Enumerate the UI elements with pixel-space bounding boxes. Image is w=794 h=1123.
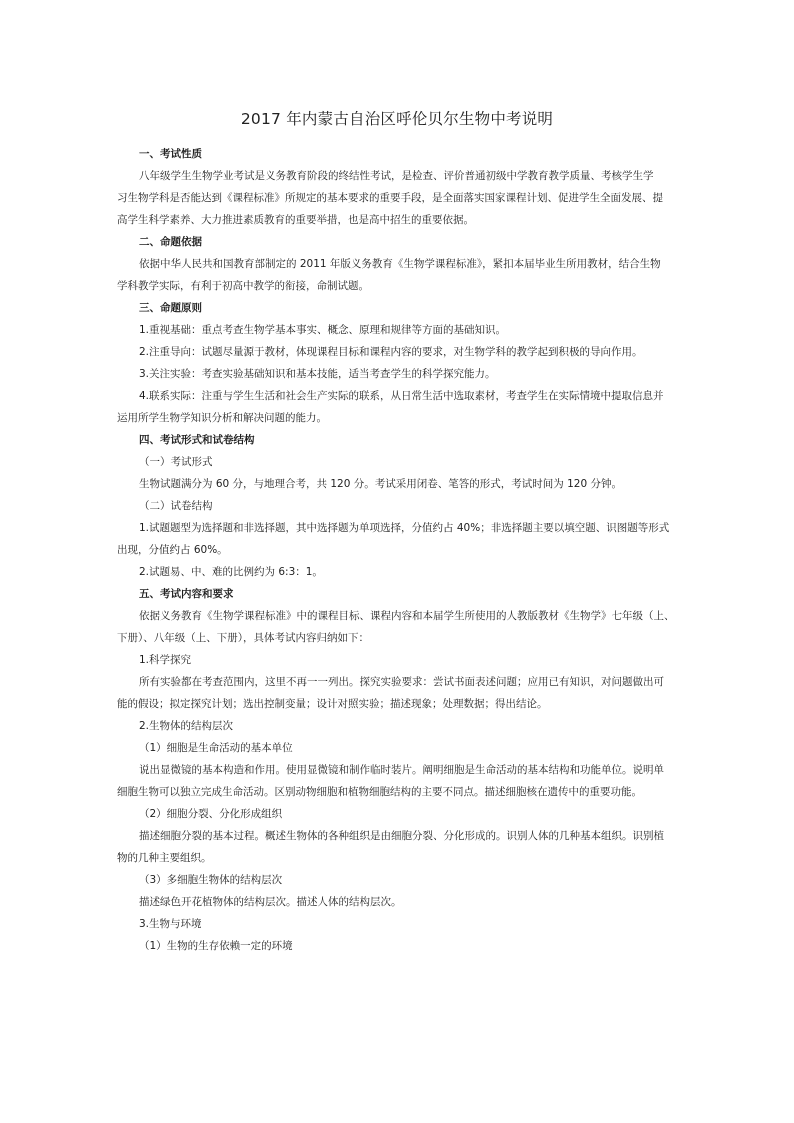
text-line: 生物试题满分为 60 分，与地理合考，共 120 分。考试采用闭卷、笔答的形式，考试时间为 120 分钟。 bbox=[139, 478, 622, 490]
text-line: （1）生物的生存依赖一定的环境 bbox=[139, 940, 293, 952]
document-body bbox=[117, 143, 677, 957]
text-line: 3.关注实验：考查实验基础知识和基本技能，适当考查学生的科学探究能力。 bbox=[139, 368, 496, 380]
text-line: 1.重视基础：重点考查生物学基本事实、概念、原理和规律等方面的基础知识。 bbox=[139, 324, 507, 336]
text-line: 描述绿色开花植物体的结构层次。描述人体的结构层次。 bbox=[139, 896, 402, 908]
text-line: 3.生物与环境 bbox=[139, 918, 202, 930]
text-line: 1.科学探究 bbox=[139, 654, 192, 666]
section-heading: 一、考试性质 bbox=[139, 148, 202, 160]
text-line: 2.注重导向：试题尽量源于教材，体现课程目标和课程内容的要求，对生物学科的教学起到积极的导向作用。 bbox=[139, 346, 643, 358]
text-line: 2.试题易、中、难的比例约为 6:3：1。 bbox=[139, 566, 323, 578]
text-line: 出现，分值约占 60%。 bbox=[117, 544, 228, 556]
document-title: 2017 年内蒙古自治区呼伦贝尔生物中考说明 bbox=[240, 110, 554, 128]
text-line: 4.联系实际：注重与学生生活和社会生产实际的联系，从日常生活中选取素材，考查学生在实际情境中提取信息并 bbox=[139, 390, 664, 402]
text-line: 习生物学科是否能达到《课程标准》所规定的基本要求的重要手段，是全面落实国家课程计划、促进学生全面发展、提 bbox=[117, 192, 663, 204]
text-line: 运用所学生物学知识分析和解决问题的能力。 bbox=[117, 412, 327, 424]
text-line: 依据中华人民共和国教育部制定的 2011 年版义务教育《生物学课程标准》，紧扣本届毕业生所用教材，结合生物 bbox=[139, 258, 661, 270]
text-line: （2）细胞分裂、分化形成组织 bbox=[139, 808, 283, 820]
text-line: 说出显微镜的基本构造和作用。使用显微镜和制作临时装片。阐明细胞是生命活动的基本结构和功能单位。说明单 bbox=[139, 764, 664, 776]
text-line: 能的假设；拟定探究计划；选出控制变量；设计对照实验；描述现象；处理数据；得出结论。 bbox=[117, 698, 548, 710]
section-heading: 二、命题依据 bbox=[139, 236, 202, 248]
text-line: （二）试卷结构 bbox=[139, 500, 213, 512]
text-line: 所有实验都在考查范围内，这里不再一一列出。探究实验要求：尝试书面表述问题；应用已有知识，对问题做出可 bbox=[139, 676, 664, 688]
section-heading: 三、命题原则 bbox=[139, 302, 202, 314]
section-heading: 五、考试内容和要求 bbox=[139, 588, 234, 600]
text-line: 描述细胞分裂的基本过程。概述生物体的各种组织是由细胞分裂、分化形成的。识别人体的几种基本组织。识别植 bbox=[139, 830, 664, 842]
text-line: 物的几种主要组织。 bbox=[117, 852, 212, 864]
section-heading: 四、考试形式和试卷结构 bbox=[139, 434, 255, 446]
text-line: （1）细胞是生命活动的基本单位 bbox=[139, 742, 293, 754]
text-line: 2.生物体的结构层次 bbox=[139, 720, 234, 732]
text-line: 学科教学实际，有利于初高中教学的衔接，命制试题。 bbox=[117, 280, 369, 292]
text-line: 细胞生物可以独立完成生命活动。区别动物细胞和植物细胞结构的主要不同点。描述细胞核在遗传中的重要功能。 bbox=[117, 786, 642, 798]
text-line: （3）多细胞生物体的结构层次 bbox=[139, 874, 283, 886]
text-line: 下册）、八年级（上、下册），具体考试内容归纳如下： bbox=[117, 632, 369, 644]
text-line: 依据义务教育《生物学课程标准》中的课程目标、课程内容和本届学生所使用的人教版教材《生物学》七年级（上、 bbox=[139, 610, 675, 622]
text-line: 八年级学生生物学业考试是义务教育阶段的终结性考试，是检查、评价普通初级中学教育教学质量、考核学生学 bbox=[139, 170, 654, 182]
text-line: 1.试题题型为选择题和非选择题，其中选择题为单项选择，分值约占 40%；非选择题主要以填空题、识图题等形式 bbox=[139, 522, 670, 534]
text-line: （一）考试形式 bbox=[139, 456, 213, 468]
text-line: 高学生科学素养、大力推进素质教育的重要举措，也是高中招生的重要依据。 bbox=[117, 214, 474, 226]
